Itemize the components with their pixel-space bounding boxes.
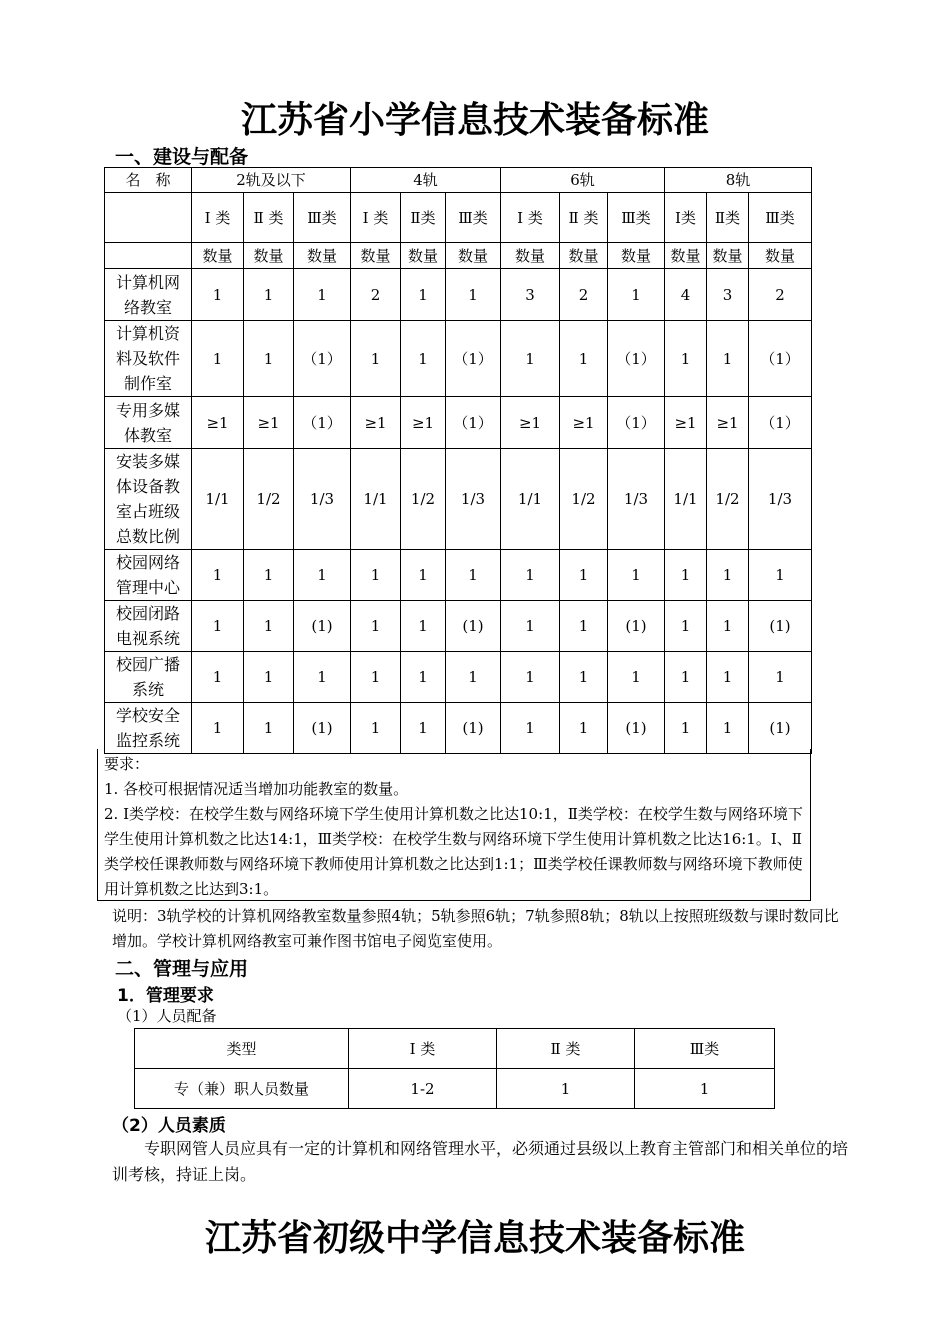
value-cell: 1 (560, 601, 608, 652)
quantity-header: 数量 (446, 243, 501, 269)
class-header: Ⅰ 类 (192, 193, 244, 243)
value-cell: 1/3 (749, 449, 812, 550)
value-cell: 1/1 (501, 449, 560, 550)
value-cell: 2 (351, 269, 401, 321)
value-cell: 1 (665, 703, 707, 754)
class-header: Ⅲ类 (294, 193, 351, 243)
value-cell: 1 (401, 652, 446, 703)
staff-cell: 1 (497, 1069, 635, 1109)
equipment-table (104, 167, 812, 754)
row-name: 校园广播系统 (105, 652, 192, 703)
staff-cell: 1 (635, 1069, 775, 1109)
quantity-header-row (105, 243, 812, 269)
value-cell: 1 (192, 601, 244, 652)
blank-cell (105, 243, 192, 269)
value-cell: 1 (501, 652, 560, 703)
value-cell: (1) (446, 703, 501, 754)
group-header-row (105, 168, 812, 193)
quantity-header: 数量 (608, 243, 665, 269)
class-header: Ⅱ类 (401, 193, 446, 243)
requirement-item-2: 2. Ⅰ类学校：在校学生数与网络环境下学生使用计算机数之比达10:1，Ⅱ类学校：在校学生数与网络环境下学生使用计算机数之比达14:1，Ⅲ类学校：在校学生数与网络环境下学生使用计算机数之比达16:1。Ⅰ、Ⅱ类学校任课教师数与网络环境下教师使用计算机数之比达到1:1；Ⅲ类学校任课教师数与网络环境下教师使用计算机数之比达到3:1。 (104, 805, 803, 898)
value-cell: （1） (446, 321, 501, 397)
value-cell: ≥1 (351, 397, 401, 449)
value-cell: 1 (192, 269, 244, 321)
value-cell: 1 (501, 321, 560, 397)
class-header: Ⅱ类 (707, 193, 749, 243)
value-cell: 1 (244, 321, 294, 397)
value-cell: 1 (501, 550, 560, 601)
value-cell: (1) (294, 601, 351, 652)
next-page-title: 江苏省初级中学信息技术装备标准 (204, 1218, 745, 1259)
row-name: 校园网络管理中心 (105, 550, 192, 601)
value-cell: 1 (446, 652, 501, 703)
staff-header: Ⅲ类 (635, 1029, 775, 1069)
staff-header-row (135, 1029, 775, 1069)
value-cell: （1） (608, 397, 665, 449)
value-cell: 1 (401, 550, 446, 601)
staff-quality-paragraph: 专职网管人员应具有一定的计算机和网络管理水平，必须通过县级以上教育主管部门和相关单位的培训考核，持证上岗。 (112, 1139, 849, 1184)
value-cell: ≥1 (501, 397, 560, 449)
name-header: 名 称 (105, 168, 192, 193)
value-cell: ≥1 (192, 397, 244, 449)
class-header: Ⅰ 类 (501, 193, 560, 243)
group-header: 2轨及以下 (192, 168, 351, 193)
value-cell: ≥1 (401, 397, 446, 449)
class-header: Ⅰ类 (665, 193, 707, 243)
value-cell: ≥1 (244, 397, 294, 449)
quantity-header: 数量 (665, 243, 707, 269)
value-cell: 1 (665, 601, 707, 652)
value-cell: 2 (749, 269, 812, 321)
class-header: Ⅱ 类 (244, 193, 294, 243)
value-cell: (1) (446, 601, 501, 652)
value-cell: 1 (707, 703, 749, 754)
staff-header: Ⅰ 类 (349, 1029, 497, 1069)
value-cell: （1） (446, 397, 501, 449)
value-cell: 1 (560, 321, 608, 397)
row-name: 计算机网络教室 (105, 269, 192, 321)
value-cell: 3 (707, 269, 749, 321)
quantity-header: 数量 (749, 243, 812, 269)
value-cell: 1 (401, 601, 446, 652)
requirements-label: 要求： (104, 755, 150, 773)
value-cell: 1 (192, 652, 244, 703)
value-cell: （1） (294, 397, 351, 449)
value-cell: 1/3 (446, 449, 501, 550)
value-cell: 1 (244, 269, 294, 321)
value-cell: （1） (608, 321, 665, 397)
value-cell: 1/2 (244, 449, 294, 550)
class-header: Ⅲ类 (749, 193, 812, 243)
value-cell: 1 (707, 550, 749, 601)
sub-heading-staffing: （1）人员配备 (117, 1007, 217, 1025)
staff-cell: 专（兼）职人员数量 (135, 1069, 349, 1109)
value-cell: （1） (749, 321, 812, 397)
value-cell: (1) (608, 703, 665, 754)
value-cell: 1 (244, 550, 294, 601)
quantity-header: 数量 (707, 243, 749, 269)
value-cell: ≥1 (707, 397, 749, 449)
quantity-header: 数量 (501, 243, 560, 269)
table-row (105, 703, 812, 754)
value-cell: 1 (560, 652, 608, 703)
sub-heading-requirements: 1．管理要求 (117, 986, 214, 1006)
value-cell: 1 (244, 703, 294, 754)
value-cell: 1 (446, 269, 501, 321)
table-row (105, 397, 812, 449)
value-cell: 1 (192, 321, 244, 397)
group-header: 6轨 (501, 168, 665, 193)
value-cell: 1 (560, 550, 608, 601)
value-cell: ≥1 (560, 397, 608, 449)
value-cell: 1 (351, 321, 401, 397)
group-header: 4轨 (351, 168, 501, 193)
sub-heading-quality: （2）人员素质 (112, 1116, 226, 1136)
value-cell: 1 (351, 703, 401, 754)
value-cell: 1/1 (665, 449, 707, 550)
value-cell: 1 (446, 550, 501, 601)
value-cell: 1 (608, 550, 665, 601)
value-cell: 4 (665, 269, 707, 321)
quantity-header: 数量 (192, 243, 244, 269)
value-cell: 1/3 (608, 449, 665, 550)
row-name: 专用多媒体教室 (105, 397, 192, 449)
page-title: 江苏省小学信息技术装备标准 (240, 100, 709, 141)
value-cell: 1/2 (560, 449, 608, 550)
value-cell: (1) (749, 703, 812, 754)
value-cell: 1/2 (401, 449, 446, 550)
table-row (105, 652, 812, 703)
quantity-header: 数量 (560, 243, 608, 269)
staff-table (134, 1028, 775, 1109)
blank-cell (105, 193, 192, 243)
value-cell: 1 (560, 703, 608, 754)
value-cell: 1/1 (351, 449, 401, 550)
table-row (105, 269, 812, 321)
quantity-header: 数量 (401, 243, 446, 269)
value-cell: 1 (192, 703, 244, 754)
value-cell: 1 (294, 652, 351, 703)
row-name: 学校安全监控系统 (105, 703, 192, 754)
table-row (105, 601, 812, 652)
row-name: 安装多媒体设备教室占班级总数比例 (105, 449, 192, 550)
requirement-item-1: 1. 各校可根据情况适当增加功能教室的数量。 (104, 780, 409, 798)
staff-header: 类型 (135, 1029, 349, 1069)
section-heading-build: 一、建设与配备 (115, 146, 249, 168)
value-cell: 1 (401, 703, 446, 754)
class-header: Ⅱ 类 (560, 193, 608, 243)
staff-data-row (135, 1069, 775, 1109)
value-cell: 1 (665, 652, 707, 703)
value-cell: 1/1 (192, 449, 244, 550)
value-cell: 1 (501, 601, 560, 652)
value-cell: (1) (749, 601, 812, 652)
value-cell: 1 (401, 321, 446, 397)
staff-cell: 1-2 (349, 1069, 497, 1109)
table-row (105, 449, 812, 550)
value-cell: 1 (749, 550, 812, 601)
class-header-row (105, 193, 812, 243)
value-cell: 1 (401, 269, 446, 321)
value-cell: 3 (501, 269, 560, 321)
quantity-header: 数量 (294, 243, 351, 269)
value-cell: 1 (351, 601, 401, 652)
class-header: Ⅰ 类 (351, 193, 401, 243)
value-cell: (1) (294, 703, 351, 754)
value-cell: 1 (608, 652, 665, 703)
requirements-box (97, 749, 811, 901)
note-paragraph: 说明：3轨学校的计算机网络教室数量参照4轨；5轨参照6轨；7轨参照8轨；8轨以上按照班级数与课时数同比增加。学校计算机网络教室可兼作图书馆电子阅览室使用。 (112, 907, 839, 950)
value-cell: （1） (294, 321, 351, 397)
value-cell: 1/3 (294, 449, 351, 550)
value-cell: 1/2 (707, 449, 749, 550)
value-cell: 2 (560, 269, 608, 321)
value-cell: ≥1 (665, 397, 707, 449)
value-cell: （1） (749, 397, 812, 449)
table-row (105, 321, 812, 397)
class-header: Ⅲ类 (608, 193, 665, 243)
value-cell: 1 (192, 550, 244, 601)
value-cell: 1 (294, 550, 351, 601)
staff-header: Ⅱ 类 (497, 1029, 635, 1069)
row-name: 计算机资料及软件制作室 (105, 321, 192, 397)
class-header: Ⅲ类 (446, 193, 501, 243)
value-cell: 1 (244, 601, 294, 652)
value-cell: 1 (749, 652, 812, 703)
group-header: 8轨 (665, 168, 812, 193)
value-cell: 1 (707, 321, 749, 397)
row-name: 校园闭路电视系统 (105, 601, 192, 652)
value-cell: 1 (244, 652, 294, 703)
value-cell: (1) (608, 601, 665, 652)
quantity-header: 数量 (244, 243, 294, 269)
section-heading-management: 二、管理与应用 (115, 958, 249, 980)
value-cell: 1 (608, 269, 665, 321)
value-cell: 1 (294, 269, 351, 321)
value-cell: 1 (501, 703, 560, 754)
value-cell: 1 (351, 652, 401, 703)
value-cell: 1 (665, 321, 707, 397)
value-cell: 1 (707, 601, 749, 652)
table-row (105, 550, 812, 601)
value-cell: 1 (707, 652, 749, 703)
value-cell: 1 (665, 550, 707, 601)
value-cell: 1 (351, 550, 401, 601)
quantity-header: 数量 (351, 243, 401, 269)
